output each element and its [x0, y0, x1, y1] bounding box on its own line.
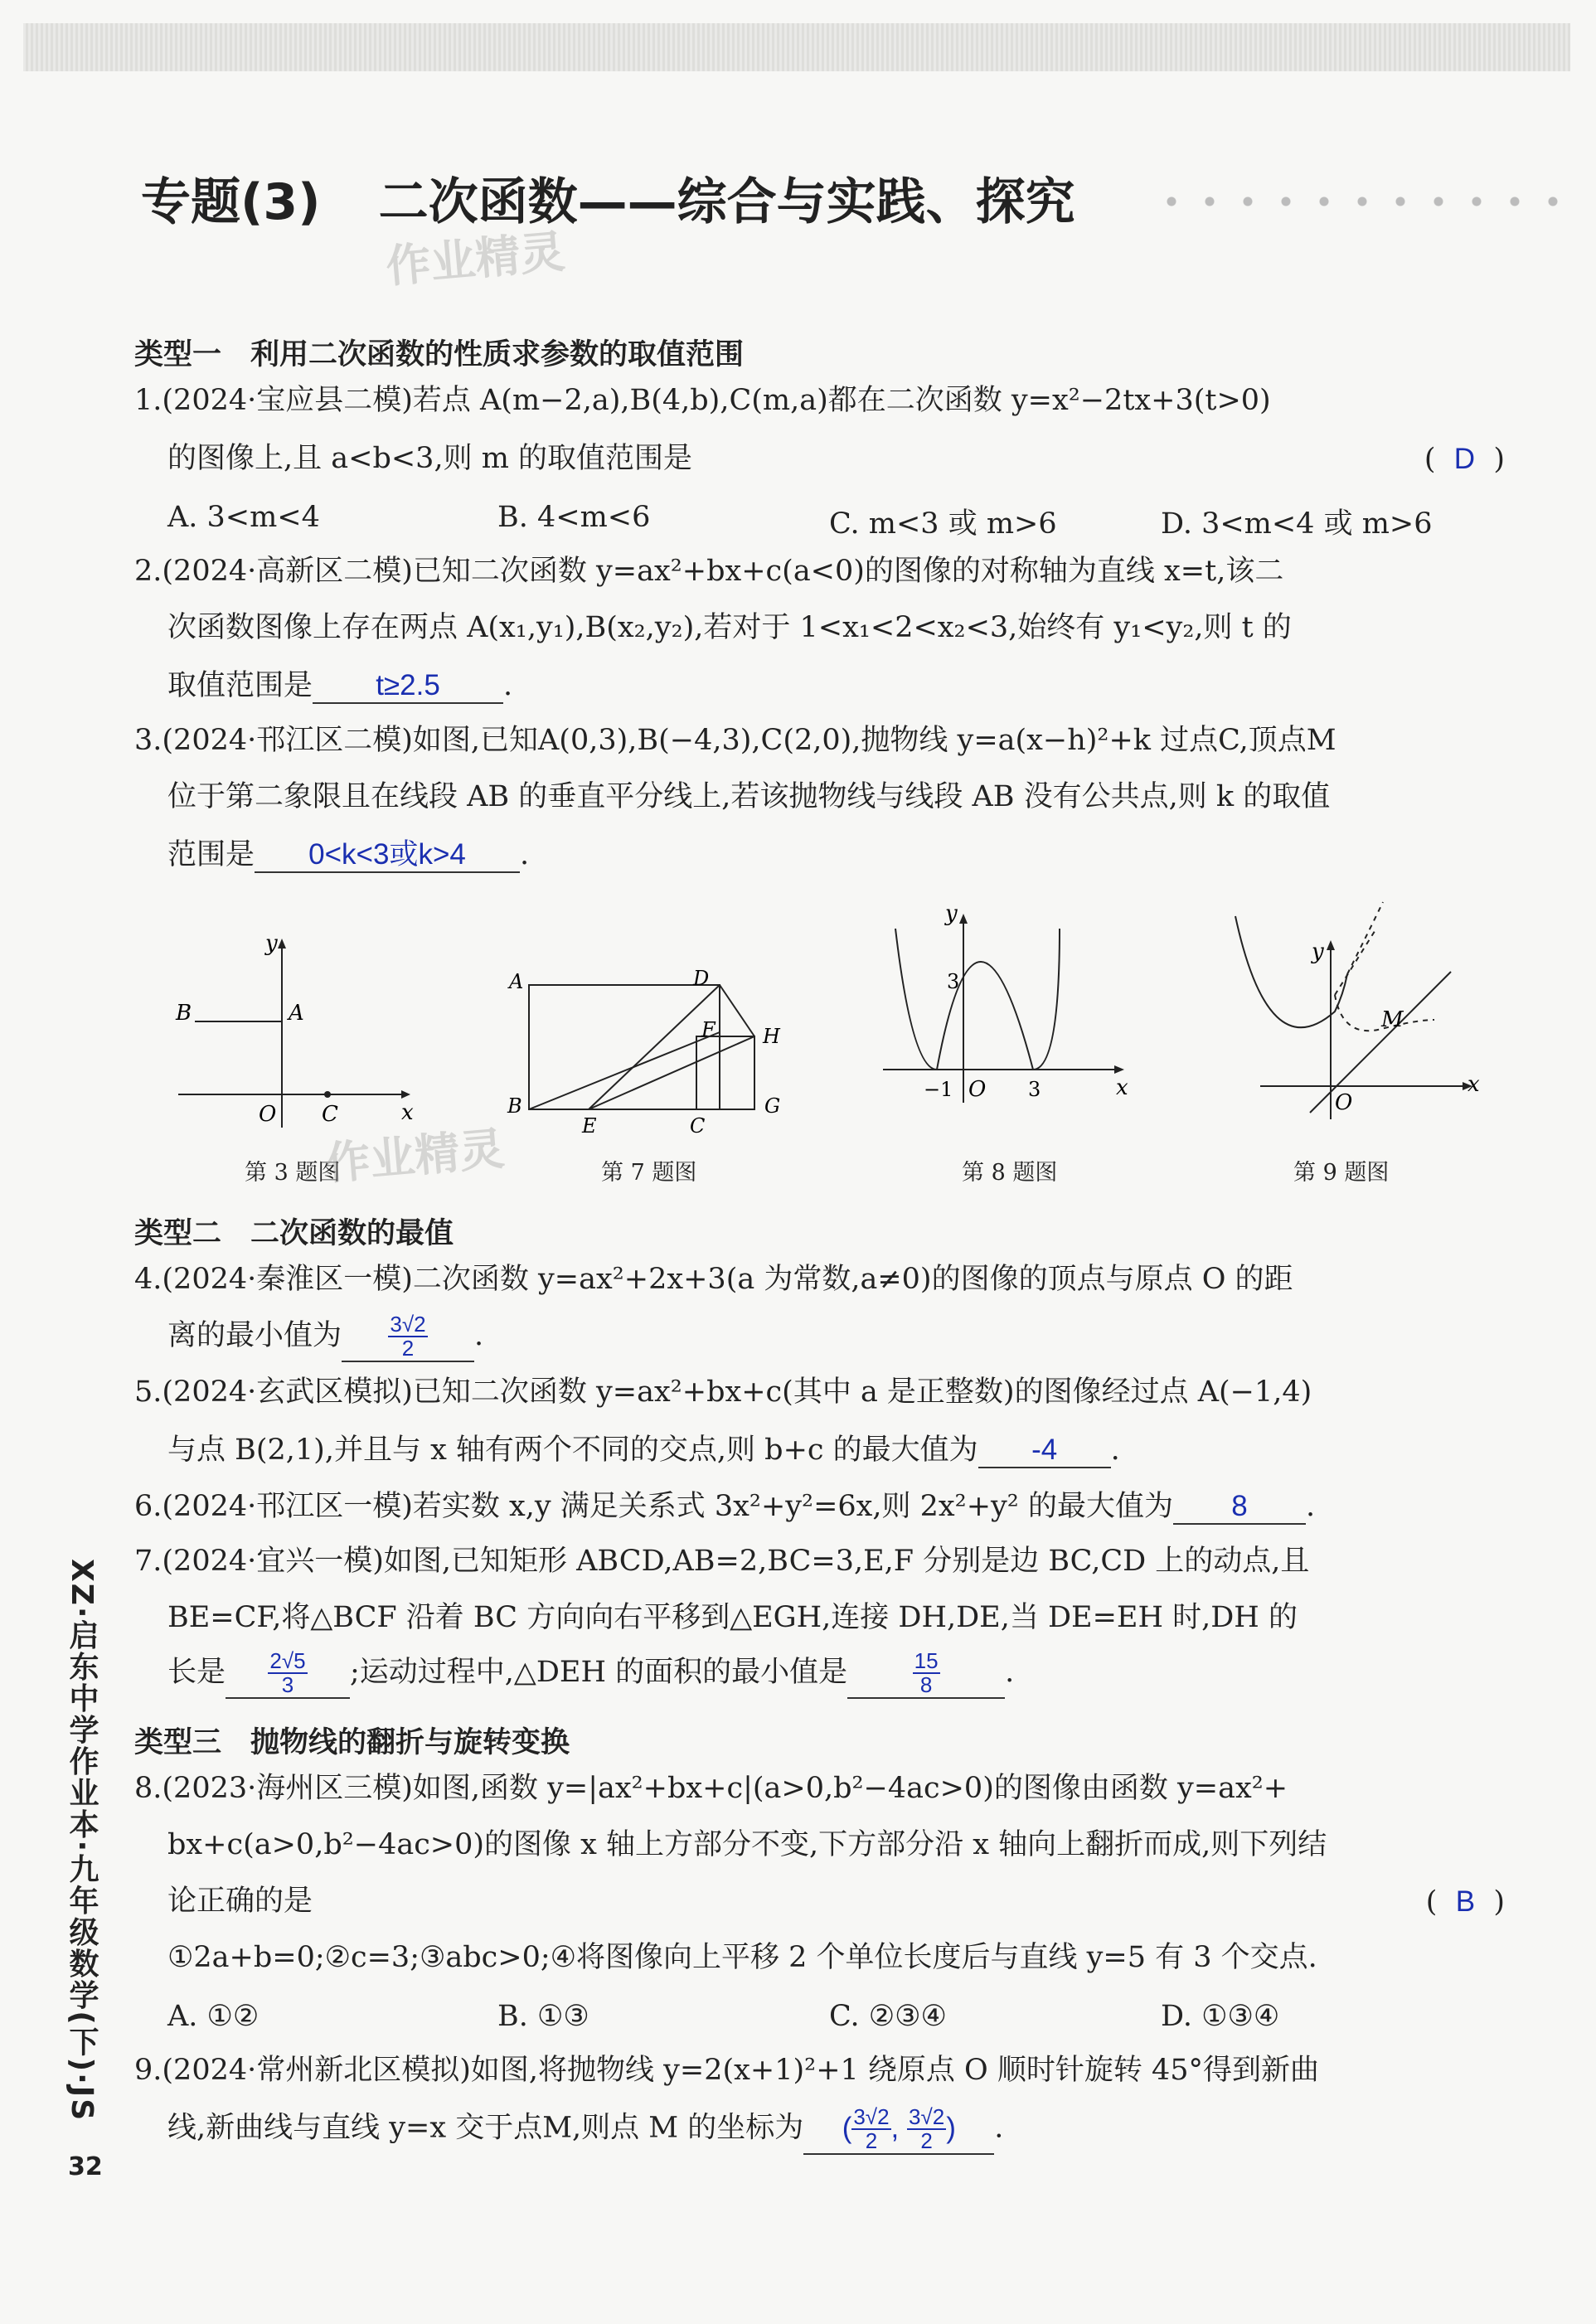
fig9-caption: 第 9 题图 [1293, 1160, 1390, 1186]
q1-option-a: A. 3<m<4 [167, 501, 320, 534]
fig8-caption: 第 8 题图 [962, 1160, 1058, 1186]
fig7-label-c: C [690, 1114, 706, 1136]
fig7-label-a: A [509, 970, 524, 993]
q6-line1: 6.(2024·邗江区一模)若实数 x,y 满足关系式 3x²+y²=6x,则 2x²+y² 的最大值为 8 . [134, 1490, 1316, 1523]
q1-option-c: C. m<3 或 m>6 [829, 507, 1057, 541]
side-book-title: XZ·启东中学作业本·九年级数学(下)·JS [65, 1559, 99, 2123]
fig7-label-f: F [701, 1018, 716, 1041]
q2-line1: 2.(2024·高新区二模)已知二次函数 y=ax²+bx+c(a<0)的图像的对称轴为直线 x=t,该二 [134, 555, 1284, 588]
q9-answer: ( $\frac{3√2}{2}$ , $\frac{3√2}{2}$ ) [842, 2104, 956, 2154]
fig9-label-x: x [1467, 1072, 1480, 1097]
q1-option-d: D. 3<m<4 或 m>6 [1161, 507, 1433, 541]
figure-8 [879, 904, 1144, 1111]
page-title [141, 163, 1075, 234]
q4-line1: 4.(2024·秦淮区一模)二次函数 y=ax²+2x+3(a 为常数,a≠0)的图像的顶点与原点 O 的距 [134, 1263, 1293, 1296]
q2-answer: t≥2.5 [376, 669, 440, 701]
fig3-label-o: O [259, 1102, 277, 1127]
q9-line2: 线,新曲线与直线 y=x 交于点M,则点 M 的坐标为 ( $\frac{3√2}{2}$ , $\frac{3√2}{2}$ ) . [167, 2104, 1004, 2154]
q8-line1: 8.(2023·海州区三模)如图,函数 y=|ax²+bx+c|(a>0,b²−4ac>0)的图像由函数 y=ax²+ [134, 1772, 1288, 1805]
section-1-heading: 类型一 利用二次函数的性质求参数的取值范围 [134, 338, 745, 371]
q8-option-a: A. ①② [167, 2000, 260, 2033]
q5-line2: 与点 B(2,1),并且与 x 轴有两个不同的交点,则 b+c 的最大值为 -4 . [167, 1434, 1120, 1467]
fig3-label-c: C [322, 1102, 338, 1127]
q8-option-d: D. ①③④ [1161, 2000, 1280, 2033]
fig7-label-b: B [507, 1094, 522, 1118]
page-number: 32 [68, 2152, 103, 2181]
q3-line1: 3.(2024·邗江区二模)如图,已知A(0,3),B(−4,3),C(2,0),抛物线 y=a(x−h)²+k 过点C,顶点M [134, 724, 1336, 757]
q8-line2: bx+c(a>0,b²−4ac>0)的图像 x 轴上方部分不变,下方部分沿 x 轴向上翻折而成,则下列结 [167, 1828, 1327, 1861]
q8-option-c: C. ②③④ [829, 2000, 947, 2033]
fig3-label-x: x [401, 1100, 414, 1125]
section-3-heading: 类型三 抛物线的翻折与旋转变换 [134, 1726, 570, 1759]
fig3-label-b: B [176, 1001, 192, 1026]
q1-answer-paren: ( D ) [1424, 443, 1505, 476]
q2-line3: 取值范围是 t≥2.5 . [167, 669, 513, 702]
q7-line2: BE=CF,将△BCF 沿着 BC 方向向右平移到△EGH,连接 DH,DE,当 DE=EH 时,DH 的 [167, 1601, 1298, 1634]
fig9-label-m: M [1381, 1007, 1404, 1032]
q8-line3: 论正确的是 [167, 1885, 313, 1918]
q1-line2: 的图像上,且 a<b<3,则 m 的取值范围是 [167, 442, 693, 475]
q9-line1: 9.(2024·常州新北区模拟)如图,将抛物线 y=2(x+1)²+1 绕原点 O 顺时针旋转 45°得到新曲 [134, 2054, 1320, 2087]
fig8-label-3x: 3 [1028, 1078, 1041, 1101]
fig8-label-o: O [968, 1077, 987, 1102]
fig7-label-g: G [764, 1094, 781, 1118]
q6-answer: 8 [1231, 1490, 1248, 1522]
figure-3 [166, 929, 431, 1136]
figure-7 [506, 970, 804, 1136]
fig8-label-3y: 3 [947, 970, 960, 993]
q2-line2: 次函数图像上存在两点 A(x₁,y₁),B(x₂,y₂),若对于 1<x₁<2<x₂<3,始终有 y₁<y₂,则 t 的 [167, 611, 1292, 644]
q7-line3: 长是 $\frac{2√5}{3}$ ;运动过程中,△DEH 的面积的最小值是 $\frac{15}{8}$ . [167, 1648, 1015, 1698]
fig8-label-minus1: −1 [924, 1078, 953, 1101]
fig3-label-a: A [289, 1001, 304, 1026]
fig7-label-d: D [693, 970, 710, 990]
figure-9 [1219, 895, 1484, 1128]
q3-line3: 范围是 0<k<3或k>4 . [167, 838, 530, 871]
fig9-label-y: y [1312, 939, 1324, 964]
q5-answer: -4 [1031, 1434, 1058, 1466]
fig3-caption: 第 3 题图 [245, 1160, 341, 1186]
fig7-caption: 第 7 题图 [601, 1160, 697, 1186]
fig8-label-x: x [1116, 1075, 1128, 1100]
q3-answer: 0<k<3或k>4 [308, 838, 466, 871]
top-band [23, 23, 1570, 71]
q8-option-b: B. ①③ [497, 2000, 589, 2033]
fig7-label-h: H [763, 1025, 780, 1048]
q4-answer: $\frac{3√2}{2}$ [390, 1312, 426, 1361]
q7-line1: 7.(2024·宜兴一模)如图,已知矩形 ABCD,AB=2,BC=3,E,F 分别是边 BC,CD 上的动点,且 [134, 1545, 1310, 1578]
title-prefix: 专题(3) [141, 173, 321, 231]
q7-answer-1: $\frac{2√5}{3}$ [269, 1648, 306, 1698]
q5-line1: 5.(2024·玄武区模拟)已知二次函数 y=ax²+bx+c(其中 a 是正整数)的图像经过点 A(−1,4) [134, 1375, 1312, 1409]
q7-answer-2: $\frac{15}{8}$ [914, 1648, 939, 1698]
section-2-heading: 类型二 二次函数的最值 [134, 1217, 454, 1250]
title-main: 二次函数——综合与实践、探究 [378, 173, 1075, 231]
fig9-label-o: O [1335, 1090, 1353, 1115]
watermark: 作业精灵 [384, 225, 567, 294]
fig7-label-e: E [582, 1114, 597, 1136]
q8-answer: B [1455, 1885, 1476, 1918]
fig8-label-y: y [945, 904, 958, 926]
q4-line2: 离的最小值为 $\frac{3√2}{2}$ . [167, 1312, 484, 1361]
q1-line1: 1.(2024·宝应县二模)若点 A(m−2,a),B(4,b),C(m,a)都在二次函数 y=x²−2tx+3(t>0) [134, 384, 1271, 417]
q1-answer: D [1453, 443, 1476, 475]
q3-line2: 位于第二象限且在线段 AB 的垂直平分线上,若该抛物线与线段 AB 没有公共点,则 k 的取值 [167, 780, 1331, 813]
q8-line4: ①2a+b=0;②c=3;③abc>0;④将图像向上平移 2 个单位长度后与直线 y=5 有 3 个交点. [167, 1941, 1317, 1974]
q8-answer-paren: ( B ) [1425, 1885, 1505, 1919]
q1-option-b: B. 4<m<6 [497, 501, 651, 534]
watermark-2: 作业精灵 [323, 1122, 507, 1191]
fig3-label-y: y [265, 931, 278, 956]
title-dots [1152, 196, 1584, 207]
